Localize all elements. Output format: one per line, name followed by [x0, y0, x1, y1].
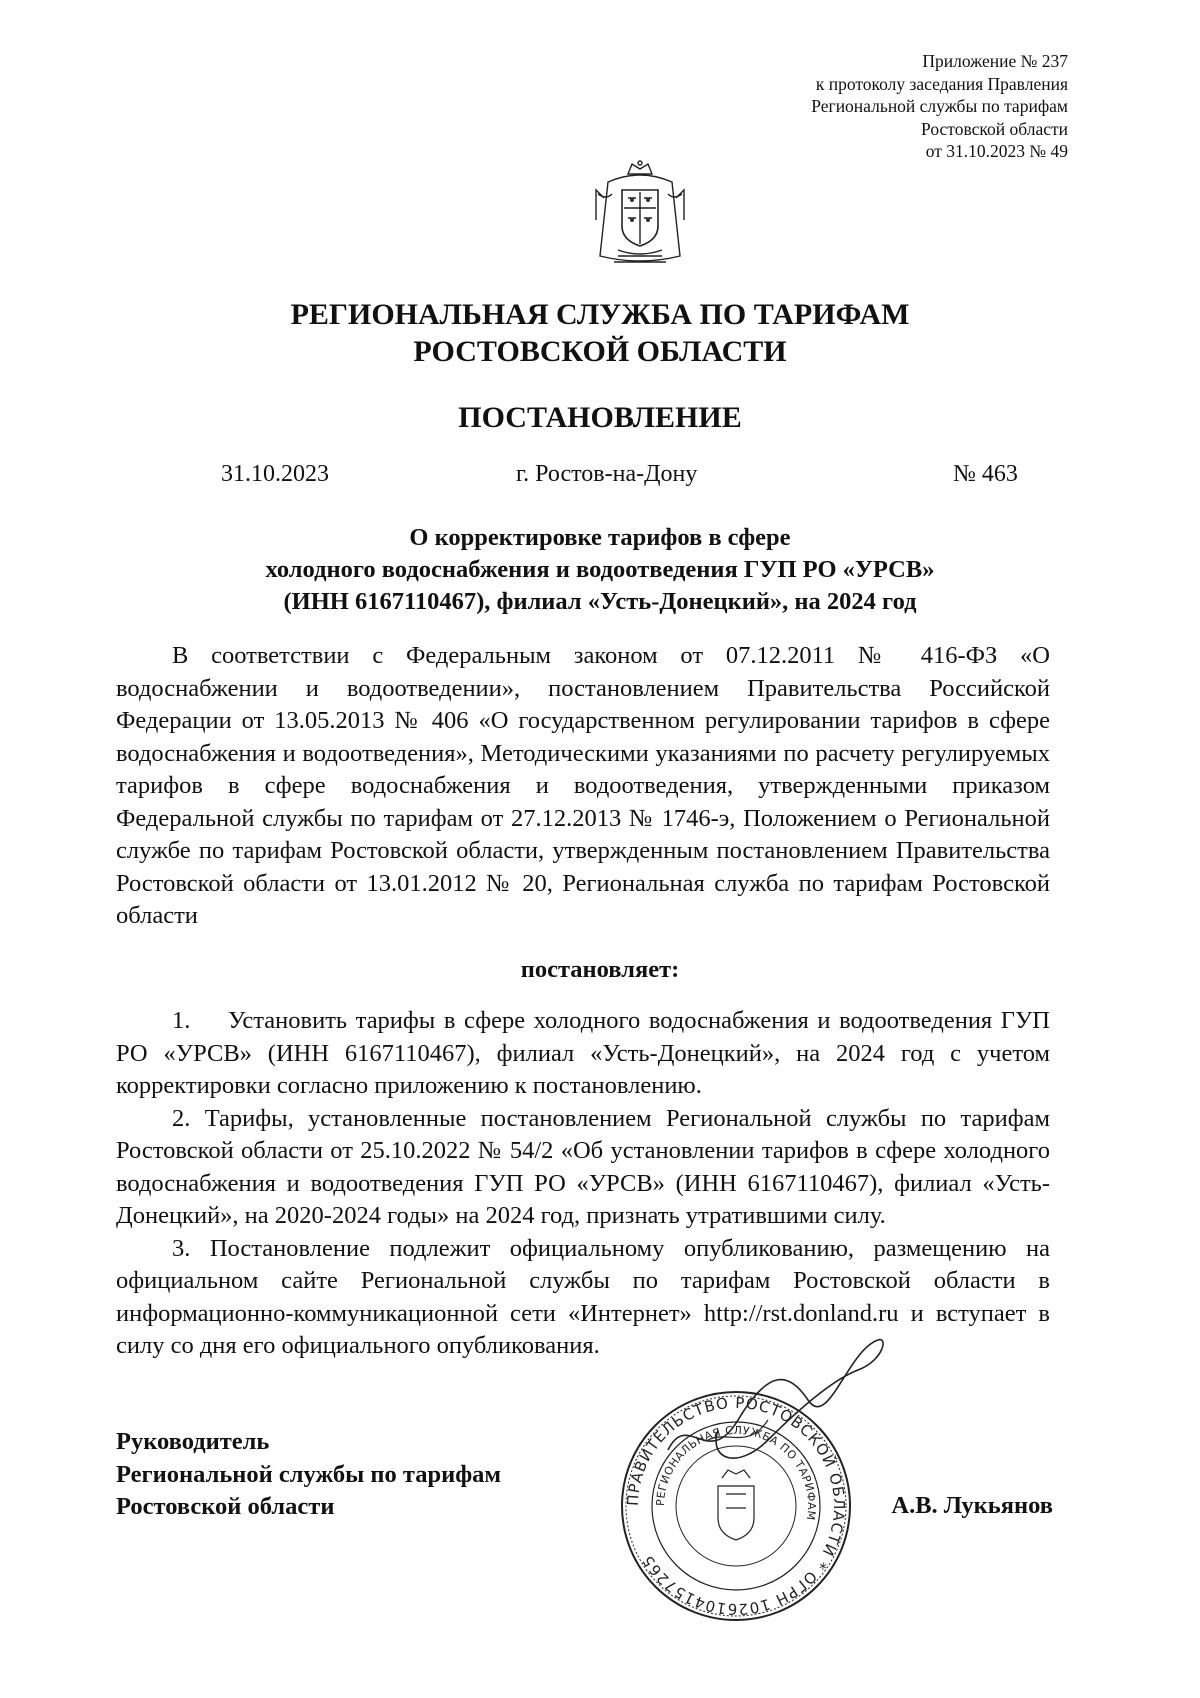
appendix-line: к протоколу заседания Правления [815, 73, 1068, 94]
signatory-name: А.В. Лукьянов [891, 1492, 1053, 1519]
preamble [116, 640, 1050, 933]
decree-items [116, 1005, 1050, 1363]
decree-subject [150, 522, 1050, 618]
stamp-inner-text-path: РЕГИОНАЛЬНАЯ СЛУЖБА ПО ТАРИФАМ [653, 1423, 819, 1522]
decree-number: № 463 [953, 461, 1018, 487]
appendix-note [708, 50, 1068, 163]
appendix-line: Приложение № 237 [922, 51, 1068, 71]
decree-date: 31.10.2023 [221, 461, 329, 487]
organization-title [150, 296, 1050, 370]
document-type: ПОСТАНОВЛЕНИЕ [458, 401, 742, 434]
item-3: 3. Постановление подлежит официальному опубликованию, размещению на официальном сайте Региональной службы по тарифам Ростовской области в информационно-коммуникационной сети «Интернет» http://rst.donland.ru и вступает в силу со дня его официального опубликования. [116, 1234, 1050, 1359]
organization-title-line: РЕГИОНАЛЬНАЯ СЛУЖБА ПО ТАРИФАМ [290, 298, 910, 331]
position-line: Региональной службы по тарифам [116, 1460, 502, 1488]
subject-line: (ИНН 6167110467), филиал «Усть-Донецкий», на 2024 год [283, 588, 917, 615]
resolves-heading: постановляет: [520, 956, 680, 983]
coat-of-arms-icon [588, 160, 692, 272]
signatory-position [116, 1426, 501, 1524]
position-line: Руководитель [116, 1428, 270, 1455]
item-2: 2. Тарифы, установленные постановлением Региональной службы по тарифам Ростовской области от 25.10.2022 № 54/2 «Об установлении тарифов в сфере холодного водоснабжения и водоотведения ГУП РО «УРСВ» (ИНН 6167110467), филиал «Усть-Донецкий», на 2020-2024 годы» на 2024 год, признать утратившими силу. [116, 1104, 1050, 1229]
subject-line: холодного водоснабжения и водоотведения ГУП РО «УРСВ» [265, 556, 935, 583]
position-line: Ростовской области [116, 1493, 335, 1520]
appendix-line: от 31.10.2023 № 49 [925, 141, 1068, 161]
organization-title-line: РОСТОВСКОЙ ОБЛАСТИ [413, 335, 787, 368]
subject-line: О корректировке тарифов в сфере [409, 524, 791, 551]
item-1-number: 1. [172, 1007, 191, 1034]
appendix-line: Ростовской области [921, 118, 1068, 139]
preamble-paragraph: В соответствии с Федеральным законом от 07.12.2011 № 416-ФЗ «О водоснабжении и водоотведении», постановлением Правительства Российской Федерации от 13.05.2013 № 406 «О государственном регулировании тарифов в сфере водоснабжения и водоотведения», Методическими указаниями по расчету регулируемых тарифов в сфере водоснабжения и водоотведения, утвержденными приказом Федеральной службы по тарифам от 27.12.2013 № 1746-э, Положением о Региональной службе по тарифам Ростовской области, утвержденным постановлением Правительства Ростовской области от 13.01.2012 № 20, Региональная служба по тарифам Ростовской области [116, 642, 1050, 929]
item-1-text: Установить тарифы в сфере холодного водоснабжения и водоотведения ГУП РО «УРСВ» (ИНН 6167110467), филиал «Усть-Донецкий», на 2024 год с учетом корректировки согласно приложению к постановлению. [116, 1007, 1050, 1099]
decree-city: г. Ростов-на-Дону [516, 461, 698, 487]
stamp-outer-text-path: ПРАВИТЕЛЬСТВО РОСТОВСКОЙ ОБЛАСТИ * ОГРН 1026104157265 [623, 1393, 849, 1619]
item-1 [116, 1005, 1050, 1103]
appendix-line: Региональной службы по тарифам [811, 96, 1068, 116]
signature-icon [648, 1330, 898, 1490]
